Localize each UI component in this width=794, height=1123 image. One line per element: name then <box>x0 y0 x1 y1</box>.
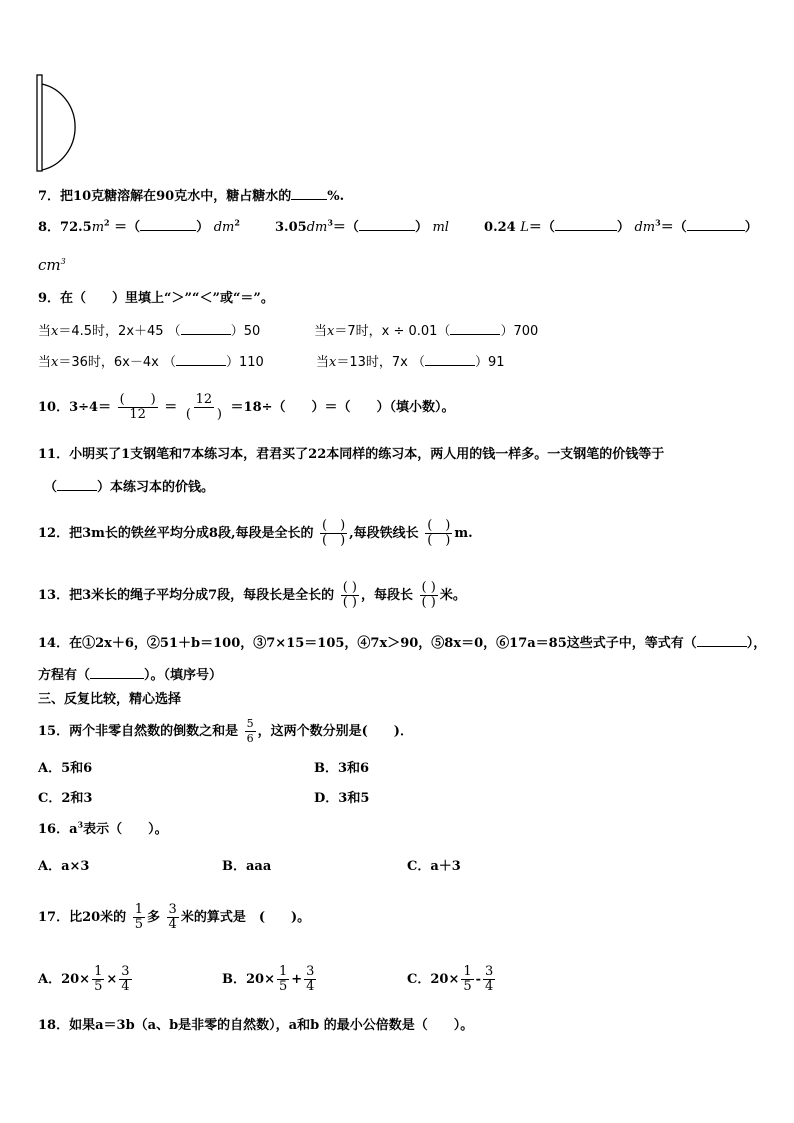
q17-option-c: C．20× $\frac{1}{5}$ - $\frac{3}{4}$ <box>407 964 494 994</box>
question-14-line1: 14．在①2x＋6，②51＋b＝100，③7×15＝105，④7x＞90，⑤8x＝0，⑥17a＝85这些式子中，等式有（ ）， <box>38 636 767 651</box>
section-heading: 三、反复比较，精心选择 <box>38 692 182 707</box>
question-11-line1: 11．小明买了1支钢笔和7本练习本，君君买了22本同样的练习本，两人用的钱一样多。一支钢笔的价钱等于 <box>38 447 665 462</box>
q16-option-b: B．aaa <box>222 859 272 874</box>
question-9-row1-right: 当x＝7时，x ÷ 0.01（ ）700 <box>314 324 539 339</box>
question-10: 10．3÷4＝ $\frac{( )}{12}$ ＝ $\frac{12}{( )}$ ＝18÷（ ）＝（ ）（填小数）。 <box>38 392 455 422</box>
q16-option-c: C．a＋3 <box>407 859 461 874</box>
question-8: 8．$72.5m^2$ ＝（ ） $dm^2$ $3.05dm^3=$（ ） ml 0.24 L＝（ ） $dm^3=$（ ） <box>38 217 758 235</box>
question-9-row1-left: 当x＝4.5时，2x＋45 （ ）50 <box>38 324 261 339</box>
q15-option-b: B．3和6 <box>314 761 370 776</box>
semicircle-figure <box>36 74 92 172</box>
question-11-line2: （ ）本练习本的价钱。 <box>44 480 215 495</box>
q17-option-a: A．20× $\frac{1}{5}$ × $\frac{3}{4}$ <box>38 964 130 994</box>
question-14-line2: 方程有（ ）。（填序号） <box>38 668 223 683</box>
question-9: 9．在（ ）里填上“＞”“＜”或“＝”。 <box>38 291 274 306</box>
question-17: 17．比20米的 $\frac{1}{5}$ 多 $\frac{3}{4}$ 米的算式是 ( )。 <box>38 902 311 932</box>
q15-option-d: D．3和5 <box>314 791 370 806</box>
question-9-row2-right: 当x＝13时，7x （ ）91 <box>316 355 505 370</box>
q17-option-b: B．20× $\frac{1}{5}$ + $\frac{3}{4}$ <box>222 964 315 994</box>
question-9-row2-left: 当x＝36时，6x－4x （ ）110 <box>38 355 264 370</box>
question-13: 13．把3米长的绳子平均分成7段，每段长是全长的 $\frac{( )}{( )}$ ，每段长 $\frac{( )}{( )}$ 米。 <box>38 580 466 610</box>
question-12: 12．把3m长的铁丝平均分成8段,每段是全长的 $\frac{( )}{( )}$ ,每段铁线长 $\frac{( )}{( )}$ m. <box>38 518 473 548</box>
q15-option-a: A．5和6 <box>38 761 93 776</box>
question-7: 7．把10克糖溶解在90克水中，糖占糖水的 %. <box>38 189 345 204</box>
question-18: 18．如果a＝3b（a、b是非零的自然数），a和b 的最小公倍数是（ ）。 <box>38 1018 474 1033</box>
unit-cm3: $cm^3$ <box>38 256 66 274</box>
q16-option-a: A．a×3 <box>38 859 90 874</box>
question-15: 15．两个非零自然数的倒数之和是 $\frac{5}{6}$ ，这两个数分别是( )． <box>38 717 413 745</box>
question-16: 16．$a^3$表示（ ）。 <box>38 819 168 837</box>
q15-option-c: C．2和3 <box>38 791 93 806</box>
